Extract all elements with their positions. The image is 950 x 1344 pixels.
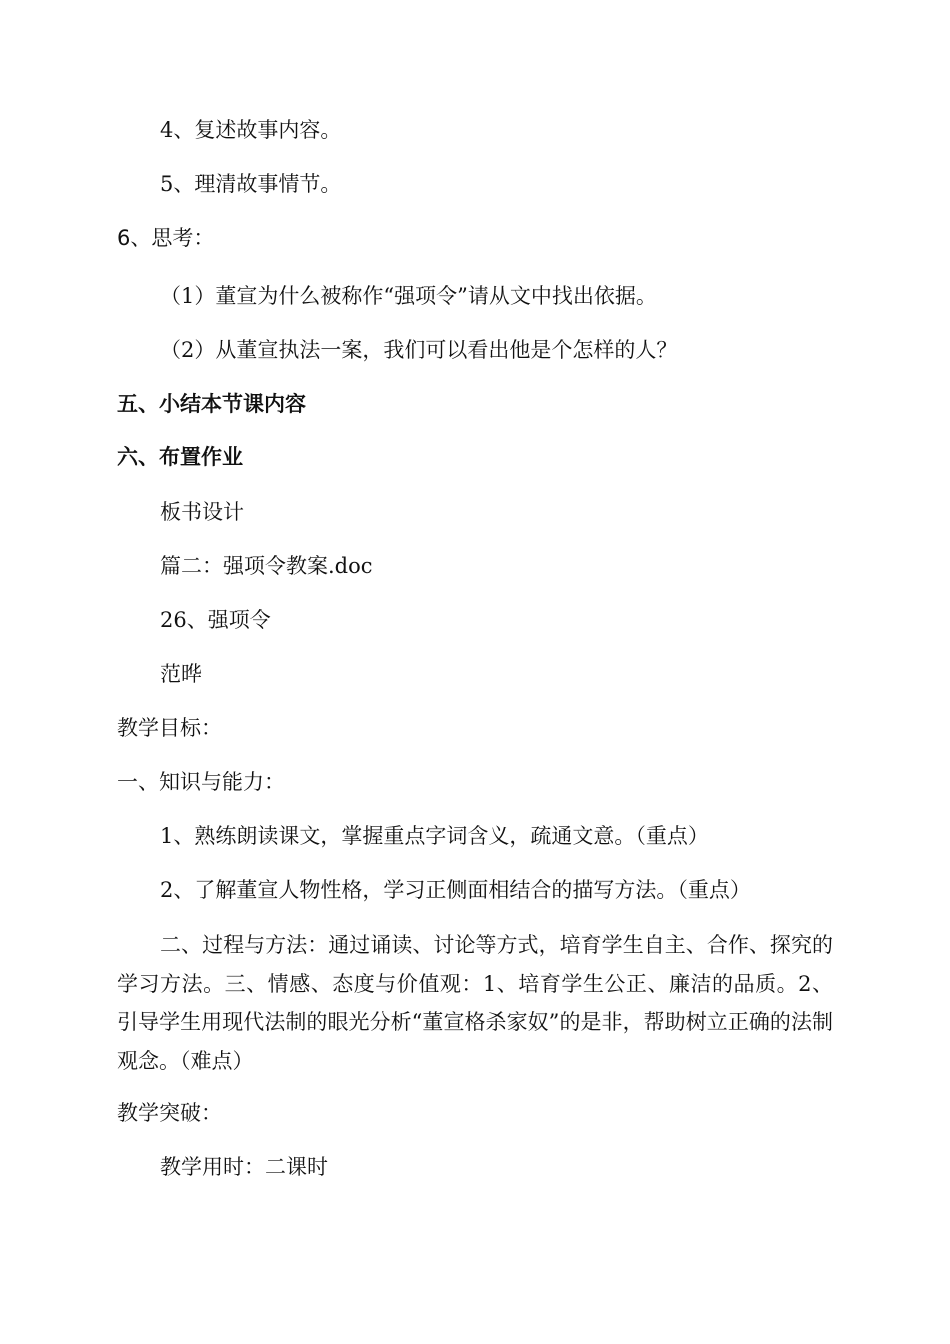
list-item-6-heading: 6、思考： [117, 226, 215, 250]
question-2: （2）从董宣执法一案，我们可以看出他是个怎样的人？ [160, 338, 678, 362]
goal-item-2: 2、了解董宣人物性格，学习正侧面相结合的描写方法。（重点） [160, 878, 751, 902]
part-two-title: 篇二：强项令教案.doc [160, 554, 373, 578]
section-heading-6: 六、布置作业 [117, 445, 243, 469]
question-1: （1）董宣为什么被称作“强项令”请从文中找出依据。 [160, 284, 657, 308]
goal-paragraph: 二、过程与方法：通过诵读、讨论等方式，培育学生自主、合作、探究的学习方法。三、情感、态度与价值观：1、培育学生公正、廉洁的品质。2、引导学生用现代法制的眼光分析“董宣格杀家奴”的是非，帮助树立正确的法制观念。（难点） [117, 933, 833, 1073]
teaching-goals-heading: 教学目标： [117, 716, 222, 740]
section-heading-5: 五、小结本节课内容 [117, 392, 306, 416]
lesson-title: 26、强项令 [160, 608, 271, 632]
teaching-breakthrough-heading: 教学突破： [117, 1101, 222, 1125]
author-name: 范晔 [160, 662, 202, 686]
teaching-time: 教学用时：二课时 [160, 1155, 328, 1179]
list-item-5: 5、理清故事情节。 [160, 172, 342, 196]
list-item-4: 4、复述故事内容。 [160, 118, 342, 142]
board-design-label: 板书设计 [160, 500, 244, 524]
goal-section-1: 一、知识与能力： [117, 770, 285, 794]
goal-item-1: 1、熟练朗读课文，掌握重点字词含义，疏通文意。（重点） [160, 824, 709, 848]
